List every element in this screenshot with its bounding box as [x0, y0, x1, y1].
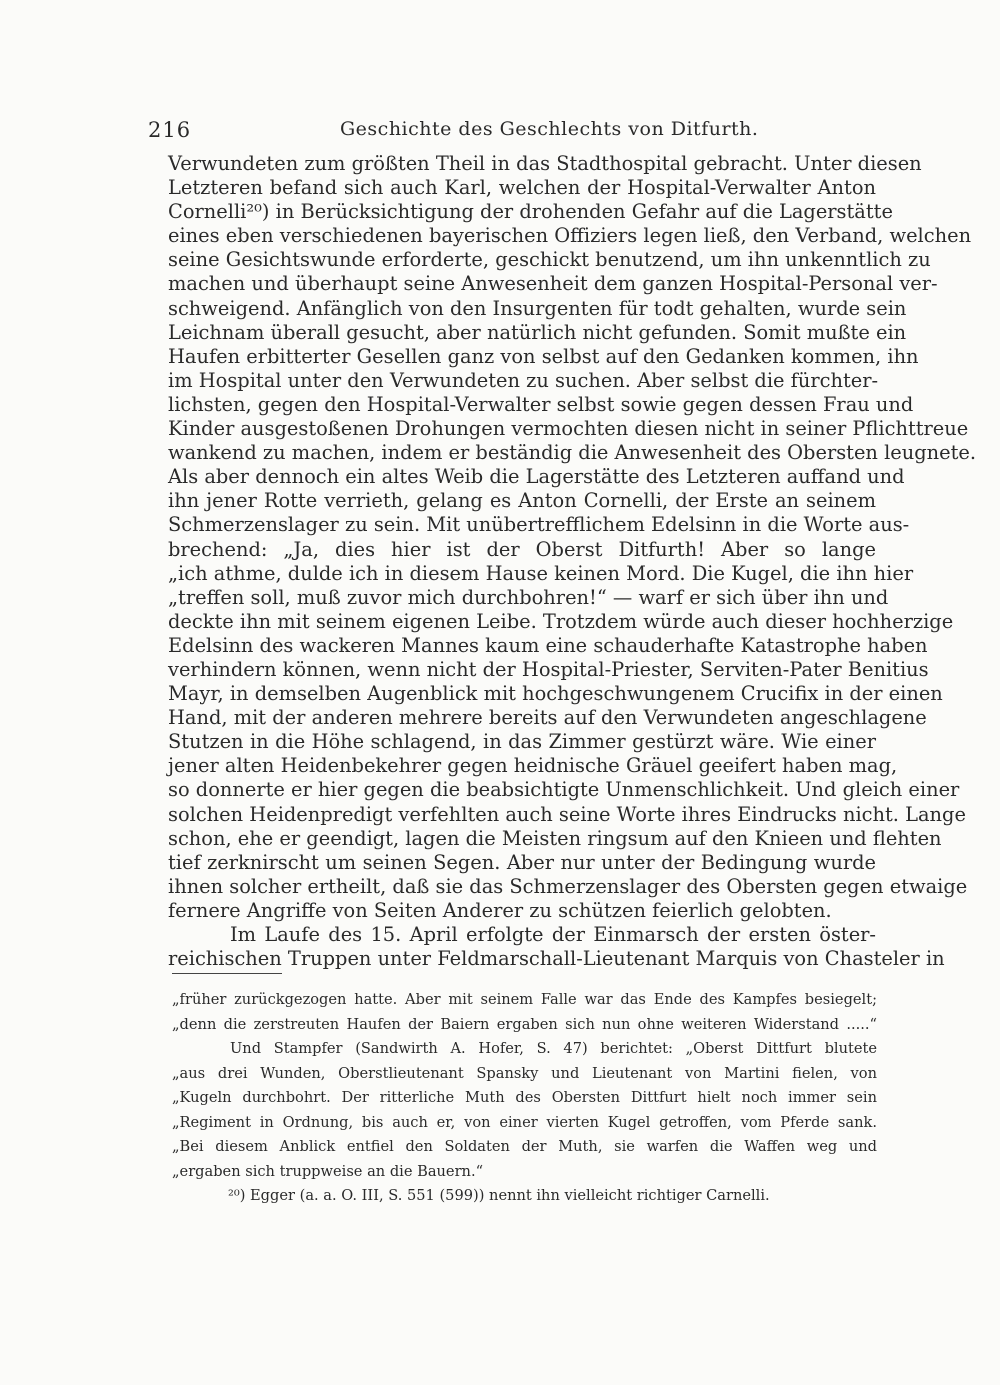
footnote-line: „denn die zerstreuten Haufen der Baiern ergaben sich nun ohne weiteren Widerstand .....“	[172, 1015, 877, 1033]
body-line: jener alten Heidenbekehrer gegen heidnische Gräuel geeifert haben mag,	[168, 754, 898, 778]
body-line: „treffen soll, muß zuvor mich durchbohren!“ — warf er sich über ihn und	[168, 585, 889, 609]
body-line: tief zerknirscht um seinen Segen. Aber nur unter der Bedingung wurde	[168, 850, 876, 874]
footnote-line: „ergaben sich truppweise an die Bauern.“	[172, 1162, 484, 1180]
body-line: verhindern können, wenn nicht der Hospital-Priester, Serviten-Pater Benitius	[168, 657, 929, 681]
body-line: Cornelli²⁰) in Berücksichtigung der drohenden Gefahr auf die Lagerstätte	[168, 200, 893, 224]
body-text	[168, 152, 977, 971]
footnote-line: „Regiment in Ordnung, bis auch er, von einer vierten Kugel getroffen, vom Pferde sank.	[172, 1113, 877, 1131]
body-line: Hand, mit der anderen mehrere bereits auf den Verwundeten angeschlagene	[168, 706, 927, 730]
body-line: Verwundeten zum größten Theil in das Stadthospital gebracht. Unter diesen	[168, 152, 922, 175]
footnote-rule	[172, 973, 282, 974]
footnote-line: ²⁰) Egger (a. a. O. III, S. 551 (599)) nennt ihn vielleicht richtiger Carnelli.	[228, 1187, 770, 1204]
body-line: reichischen Truppen unter Feldmarschall-Lieutenant Marquis von Chasteler in	[168, 947, 945, 971]
footnotes	[172, 988, 877, 1209]
body-line: Als aber dennoch ein altes Weib die Lagerstätte des Letzteren auffand und	[168, 465, 905, 489]
body-line: schon, ehe er geendigt, lagen die Meisten ringsum auf den Knieen und flehten	[168, 826, 942, 850]
body-line: lichsten, gegen den Hospital-Verwalter selbst sowie gegen dessen Frau und	[168, 392, 914, 416]
body-line: Haufen erbitterter Gesellen ganz von selbst auf den Gedanken kommen, ihn	[168, 344, 919, 368]
footnote-line: Und Stampfer (Sandwirth A. Hofer, S. 47) berichtet: „Oberst Dittfurt blutete	[230, 1040, 877, 1057]
body-line: im Hospital unter den Verwundeten zu suchen. Aber selbst die fürchter-	[168, 368, 879, 392]
body-line: „ich athme, dulde ich in diesem Hause keinen Mord. Die Kugel, die ihn hier	[168, 561, 914, 585]
body-line: so donnerte er hier gegen die beabsichtigte Unmenschlichkeit. Und gleich einer	[168, 778, 960, 802]
body-line: Im Laufe des 15. April erfolgte der Einmarsch der ersten öster-	[230, 923, 876, 946]
footnote-line: „Bei diesem Anblick entfiel den Soldaten der Muth, sie warfen die Waffen weg und	[172, 1138, 877, 1155]
body-line: Letzteren befand sich auch Karl, welchen der Hospital-Verwalter Anton	[168, 176, 876, 200]
running-head: Geschichte des Geschlechts von Ditfurth.	[340, 118, 759, 140]
body-line: Leichnam überall gesucht, aber natürlich nicht gefunden. Somit mußte ein	[168, 320, 907, 344]
body-line: Edelsinn des wackeren Mannes kaum eine schauderhafte Katastrophe haben	[168, 633, 928, 657]
body-line: deckte ihn mit seinem eigenen Leibe. Trotzdem würde auch dieser hochherzige	[168, 609, 954, 633]
body-line: schweigend. Anfänglich von den Insurgenten für todt gehalten, wurde sein	[168, 296, 907, 320]
body-line: Stutzen in die Höhe schlagend, in das Zimmer gestürzt wäre. Wie einer	[168, 730, 876, 754]
body-line: fernere Angriffe von Seiten Anderer zu schützen feierlich gelobten.	[168, 898, 832, 922]
body-line: Mayr, in demselben Augenblick mit hochgeschwungenem Crucifix in der einen	[168, 682, 943, 706]
body-line: ihn jener Rotte verrieth, gelang es Anton Cornelli, der Erste an seinem	[168, 489, 876, 513]
body-line: Schmerzenslager zu sein. Mit unübertrefflichem Edelsinn in die Worte aus-	[168, 513, 910, 537]
footnote-line: „aus drei Wunden, Oberstlieutenant Spansky und Lieutenant von Martini fielen, von	[172, 1064, 877, 1082]
body-line: seine Gesichtswunde erforderte, geschickt benutzend, um ihn unkenntlich zu	[168, 248, 931, 272]
footnote-line: „Kugeln durchbohrt. Der ritterliche Muth des Obersten Dittfurt hielt noch immer sein	[172, 1089, 877, 1106]
page-number: 216	[148, 118, 192, 142]
body-line: wankend zu machen, indem er beständig die Anwesenheit des Obersten leugnete.	[168, 441, 977, 465]
body-line: solchen Heidenpredigt verfehlten auch seine Worte ihres Eindrucks nicht. Lange	[168, 802, 966, 826]
footnote-line: „früher zurückgezogen hatte. Aber mit seinem Falle war das Ende des Kampfes besiegelt;	[172, 991, 877, 1008]
body-line: Kinder ausgestoßenen Drohungen vermochten diesen nicht in seiner Pflichttreue	[168, 417, 969, 441]
body-line: eines eben verschiedenen bayerischen Offiziers legen ließ, den Verband, welchen	[168, 224, 972, 248]
body-line: machen und überhaupt seine Anwesenheit dem ganzen Hospital-Personal ver-	[168, 272, 938, 296]
body-line: ihnen solcher ertheilt, daß sie das Schmerzenslager des Obersten gegen etwaige	[168, 874, 968, 898]
body-line: brechend: „Ja, dies hier ist der Oberst Ditfurth! Aber so lange	[168, 537, 876, 561]
